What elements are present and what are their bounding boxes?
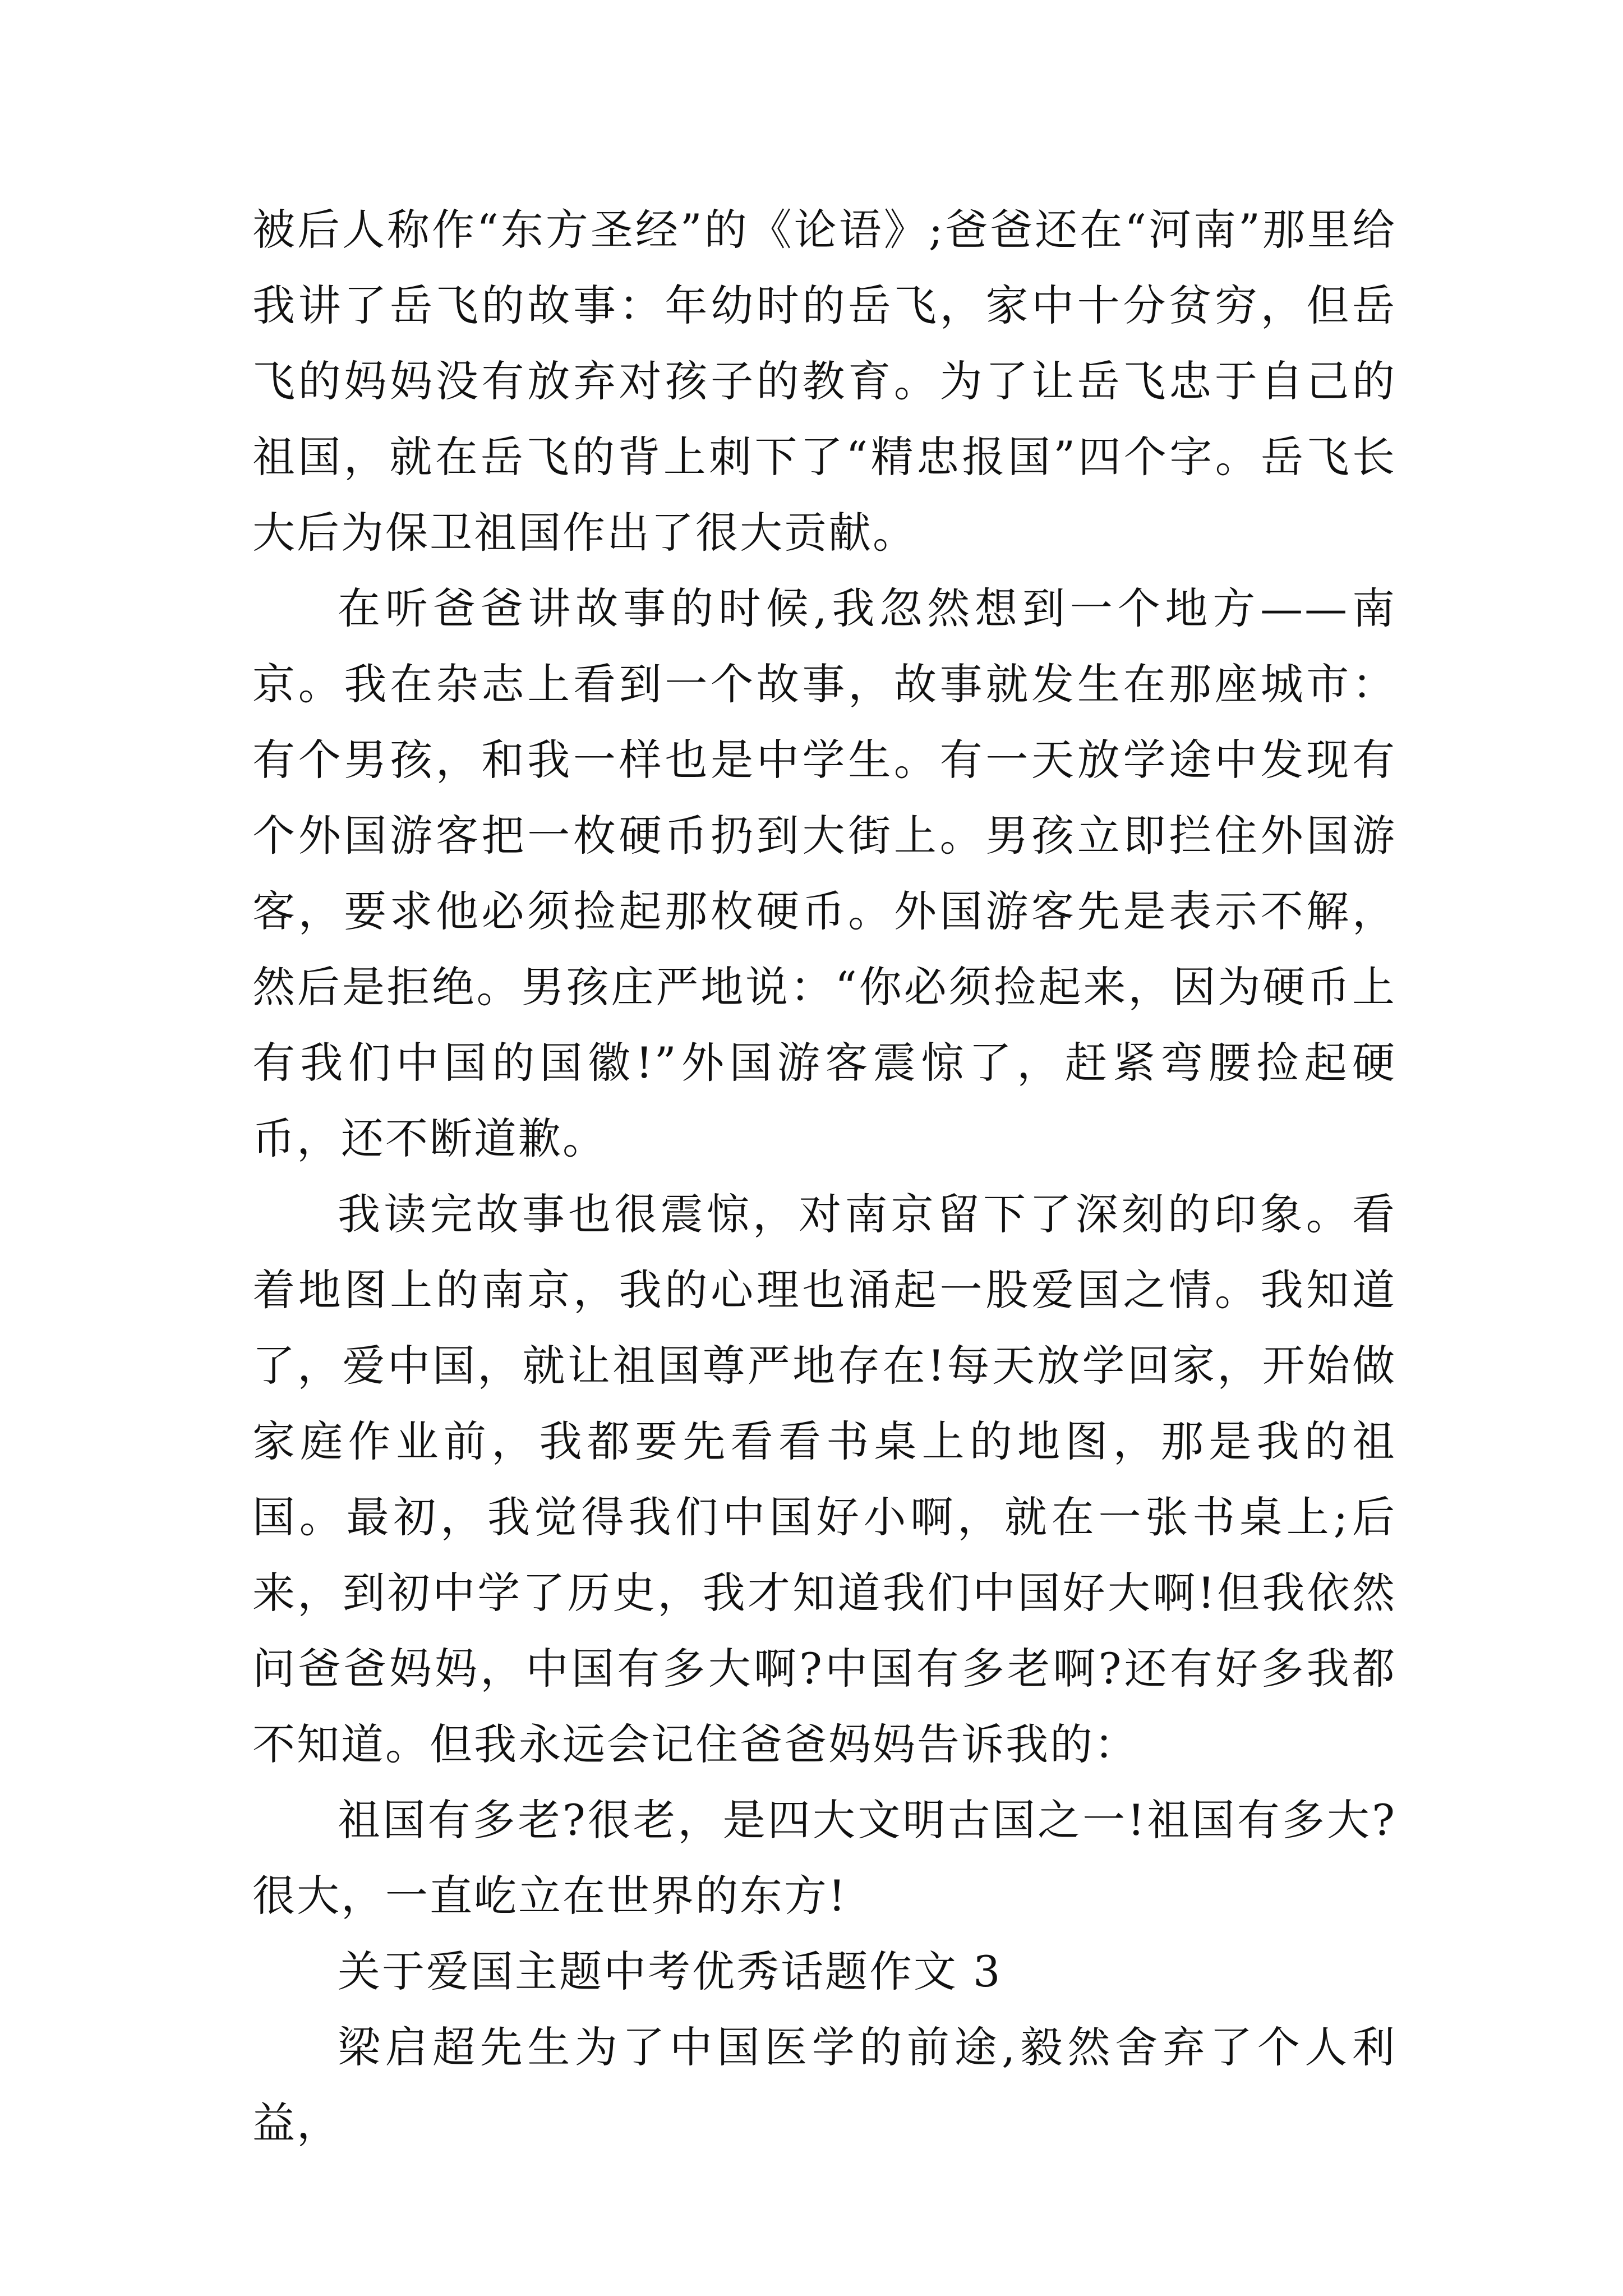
paragraph-liang-qichao: 梁启超先生为了中国医学的前途,毅然舍弃了个人利益，: [252, 2022, 1396, 2148]
paragraph-map-reflection: 我读完故事也很震惊，对南京留下了深刻的印象。看着地图上的南京，我的心理也涌起一股爱国之情。我知道了，爱中国，就让祖国尊严地存在!每天放学回家，开始做家庭作业前，我都要先看看书桌上的地图，那是我的祖国。最初，我觉得我们中国好小啊，就在一张书桌上;后来，到初中学了历史，我才知道我们中国好大啊!但我依然问爸爸妈妈，中国有多大啊?中国有多老啊?还有好多我都不知道。但我永远会记住爸爸妈妈告诉我的：: [252, 1189, 1396, 1769]
paragraph-nanjing-story: 在听爸爸讲故事的时候,我忽然想到一个地方——南京。我在杂志上看到一个故事，故事就发生在那座城市：有个男孩，和我一样也是中学生。有一天放学途中发现有个外国游客把一枚硬币扔到大街上。男孩立即拦住外国游客，要求他必须捡起那枚硬币。外国游客先是表示不解，然后是拒绝。男孩庄严地说：“你必须捡起来，因为硬币上有我们中国的国徽!”外国游客震惊了，赶紧弯腰捡起硬币，还不断道歉。: [252, 583, 1396, 1163]
paragraph-motherland-answer: 祖国有多老?很老，是四大文明古国之一!祖国有多大?很大，一直屹立在世界的东方!: [252, 1795, 1396, 1921]
paragraph-yue-fei-story: 被后人称作“东方圣经”的《论语》;爸爸还在“河南”那里给我讲了岳飞的故事：年幼时的岳飞，家中十分贫穷，但岳飞的妈妈没有放弃对孩子的教育。为了让岳飞忠于自己的祖国，就在岳飞的背上刺下了“精忠报国”四个字。岳飞长大后为保卫祖国作出了很大贡献。: [252, 205, 1396, 558]
essay-heading-3: 关于爱国主题中考优秀话题作文 3: [338, 1947, 1002, 1996]
document-body: [252, 192, 1396, 2161]
